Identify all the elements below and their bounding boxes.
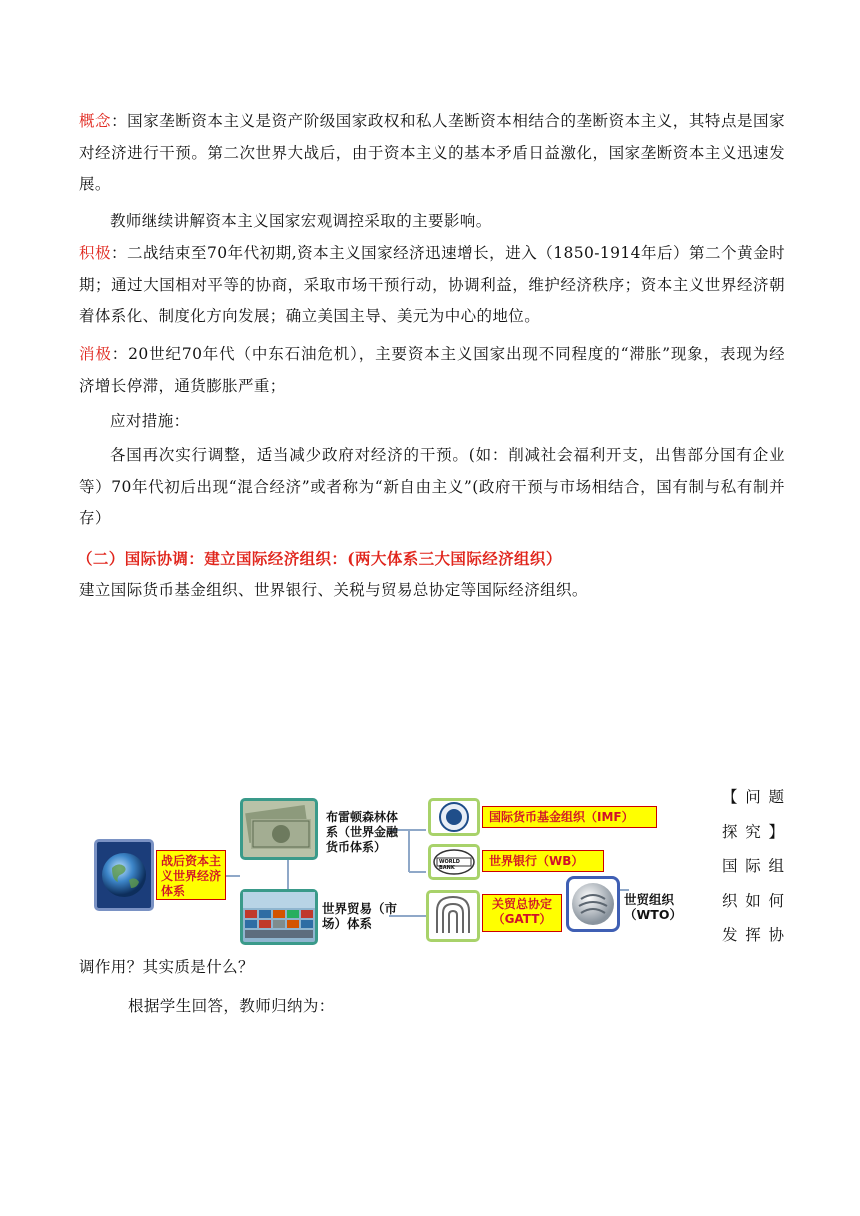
root-label: 战后资本主义世界经济体系	[156, 850, 226, 900]
imf-logo	[428, 798, 480, 836]
measures-label: 应对措施：	[110, 412, 190, 430]
port-image	[240, 889, 318, 945]
gatt-logo	[426, 890, 480, 942]
teacher-summary-lead: 根据学生回答，教师归纳为：	[128, 997, 335, 1015]
world-trade-label: 世界贸易（市场）体系	[322, 901, 398, 931]
negative-paragraph	[79, 339, 785, 402]
positive-paragraph	[79, 238, 785, 333]
organizations-paragraph: 建立国际货币基金组织、世界银行、关税与贸易总协定等国际经济组织。	[79, 581, 588, 599]
concept-label: 概念	[79, 112, 112, 130]
gatt-label-abbr: （GATT）	[492, 912, 552, 926]
negative-text: ：20世纪70年代（中东石油危机），主要资本主义国家出现不同程度的“滞胀”现象，表现为经 济增长停滞，通货膨胀严重；	[79, 345, 785, 395]
imf-label: 国际货币基金组织（IMF）	[482, 806, 657, 828]
imf-seal-icon	[431, 801, 477, 833]
side-line-4: 织如何	[722, 891, 784, 910]
money-image	[240, 798, 318, 860]
measures-paragraph: 各国再次实行调整，适当减少政府对经济的干预。(如：削减社会福利开支，出售部分国有企业等）70年代初后出现“混合经济”或者称为“新自由主义”(政府干预与市场相结合，国有制与私有制并存）	[79, 446, 785, 527]
economic-system-diagram	[94, 788, 714, 948]
wto-label: 世贸组织（WTO）	[624, 892, 682, 922]
wto-logo	[566, 876, 620, 932]
side-line-5: 发挥协	[722, 926, 784, 944]
concept-text: ：国家垄断资本主义是资产阶级国家政权和私人垄断资本相结合的垄断资本主义，其特点是国家对经济进行干预。第二次世界大战后，由于资本主义的基本矛盾日益激化，国家垄断资本主义迅速发展。	[79, 112, 785, 193]
section-heading: （二）国际协调：建立国际经济组织：(两大体系三大国际经济组织）	[77, 549, 562, 568]
teacher-note-paragraph: 教师继续讲解资本主义国家宏观调控采取的主要影响。	[110, 212, 492, 230]
gatt-label	[482, 894, 562, 932]
world-bank-logo-text: WORLD BANK	[439, 859, 460, 871]
gatt-arches-icon	[429, 893, 477, 939]
bretton-woods-label: 布雷顿森林体系（世界金融货币体系）	[326, 810, 399, 854]
positive-text: ：二战结束至70年代初期,资本主义国家经济迅速增长，进入（1850-1914年后）第二个黄金时期；通过大国相对平等的协商，采取市场干预行动，协调利益，维护经济秩序；资本主义世界经济朝着体系化、制度化方向发展；确立美国主导、美元为中心的地位。	[79, 244, 785, 325]
globe-image	[94, 839, 154, 911]
concept-paragraph	[79, 106, 785, 201]
positive-label: 积极	[79, 244, 112, 262]
banknotes-icon	[243, 801, 315, 857]
world-bank-logo	[428, 844, 480, 880]
question-continuation: 调作用？其实质是什么？	[79, 958, 254, 976]
side-line-3: 国际组	[722, 857, 784, 875]
negative-label: 消极	[79, 345, 112, 363]
wto-globe-icon	[569, 879, 617, 929]
world-bank-label: 世界银行（WB）	[482, 850, 604, 872]
globe-icon	[97, 842, 151, 908]
side-line-2: 探究】	[722, 822, 784, 841]
side-question-text	[722, 780, 784, 953]
gatt-label-name: 关贸总协定	[491, 897, 552, 911]
container-port-icon	[243, 892, 315, 942]
side-line-1: 【问题	[722, 788, 784, 806]
